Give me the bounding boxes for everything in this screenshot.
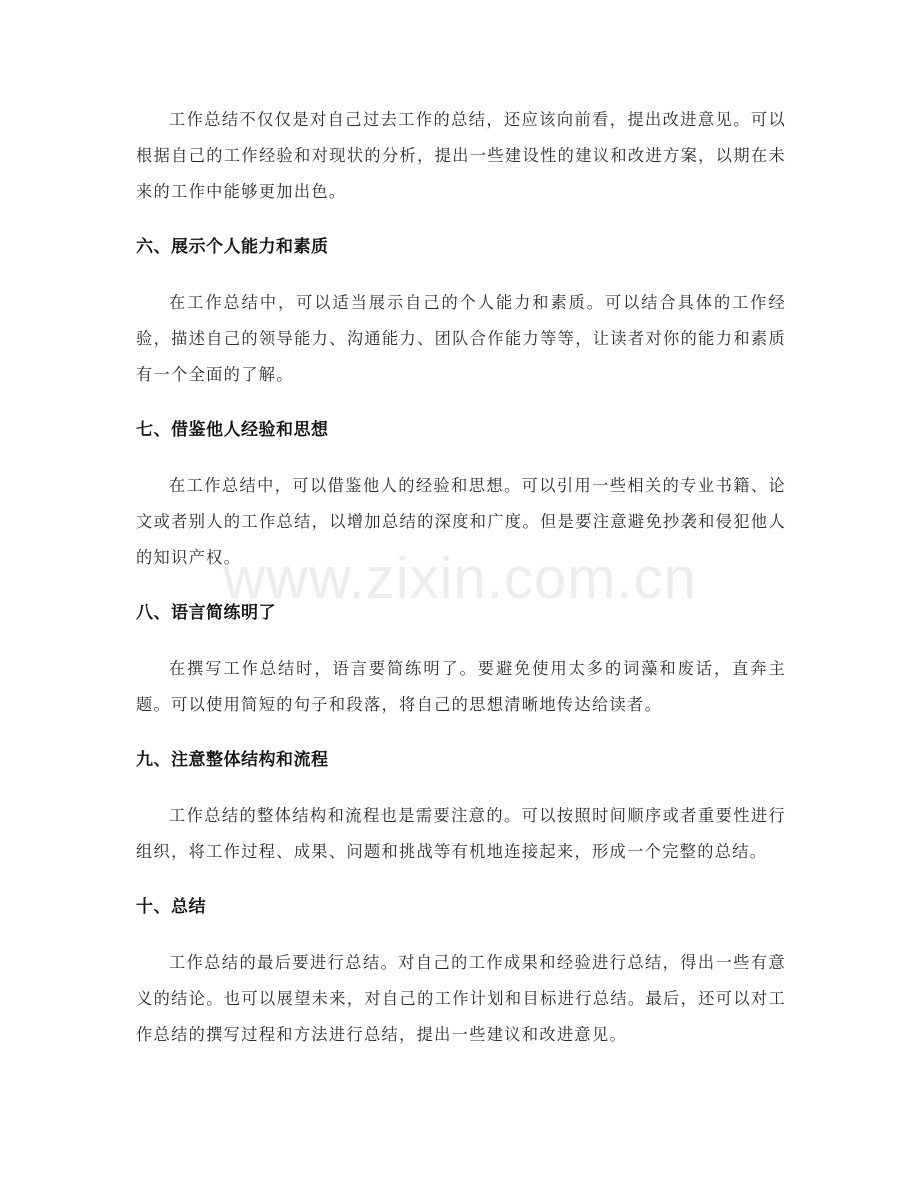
intro-paragraph: 工作总结不仅仅是对自己过去工作的总结，还应该向前看，提出改进意见。可以根据自己的工作经验和对现状的分析，提出一些建设性的建议和改进方案，以期在未来的工作中能够更加出色。	[136, 110, 786, 201]
section-heading-7: 七、借鉴他人经验和思想	[136, 420, 329, 440]
section-heading-6: 六、展示个人能力和素质	[136, 237, 329, 257]
watermark-text: www.zixin.com.cn	[223, 546, 697, 611]
section-paragraph-7: 在工作总结中，可以借鉴他人的经验和思想。可以引用一些相关的专业书籍、论文或者别人的工作总结，以增加总结的深度和广度。但是要注意避免抄袭和侵犯他人的知识产权。	[136, 476, 786, 567]
section-paragraph-6: 在工作总结中，可以适当展示自己的个人能力和素质。可以结合具体的工作经验，描述自己的领导能力、沟通能力、团队合作能力等等，让读者对你的能力和素质有一个全面的了解。	[136, 293, 786, 384]
section-paragraph-10: 工作总结的最后要进行总结。对自己的工作成果和经验进行总结，得出一些有意义的结论。也可以展望未来，对自己的工作计划和目标进行总结。最后，还可以对工作总结的撰写过程和方法进行总结，提出一些建议和改进意见。	[136, 953, 786, 1044]
section-paragraph-9: 工作总结的整体结构和流程也是需要注意的。可以按照时间顺序或者重要性进行组织，将工作过程、成果、问题和挑战等有机地连接起来，形成一个完整的总结。	[136, 806, 786, 861]
document-body	[136, 102, 786, 1053]
section-paragraph-8: 在撰写工作总结时，语言要简练明了。要避免使用太多的词藻和废话，直奔主题。可以使用简短的句子和段落，将自己的思想清晰地传达给读者。	[136, 659, 786, 714]
section-heading-9: 九、注意整体结构和流程	[136, 750, 329, 770]
section-heading-10: 十、总结	[136, 897, 206, 917]
section-heading-8: 八、语言简练明了	[136, 603, 276, 623]
